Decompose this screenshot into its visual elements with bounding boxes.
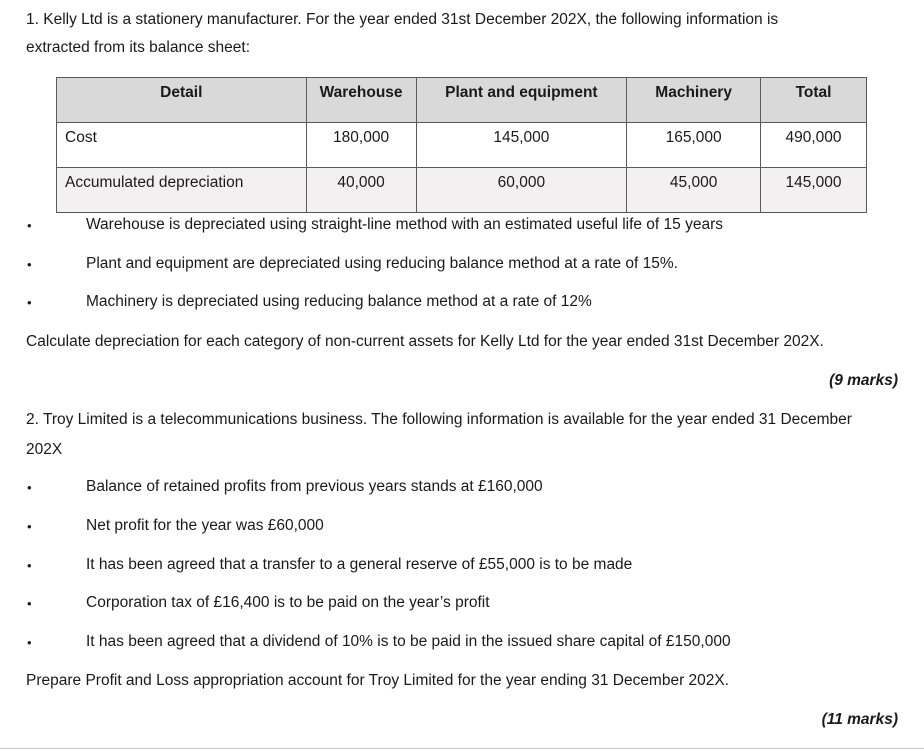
bullet-icon: • <box>27 295 32 310</box>
table-header-cell: Plant and equipment <box>416 78 627 123</box>
list-item <box>0 478 924 500</box>
bullet-icon: • <box>27 635 32 650</box>
bullet-icon: • <box>27 596 32 611</box>
q1-intro-line1: 1. Kelly Ltd is a stationery manufacturer. For the year ended 31st December 202X, the following information is <box>26 11 779 28</box>
list-item-text: Machinery is depreciated using reducing balance method at a rate of 12% <box>86 293 592 310</box>
table-cell-label: Accumulated depreciation <box>57 168 307 213</box>
list-item-text: It has been agreed that a dividend of 10% is to be paid in the issued share capital of £150,000 <box>86 633 731 650</box>
table-header-cell: Detail <box>57 78 307 123</box>
list-item-text: Net profit for the year was £60,000 <box>86 517 324 534</box>
bullet-icon: • <box>27 519 32 534</box>
list-item <box>0 255 924 277</box>
list-item <box>0 633 924 655</box>
table-header-cell: Warehouse <box>306 78 416 123</box>
bullet-icon: • <box>27 558 32 573</box>
bullet-icon: • <box>27 257 32 272</box>
q2-task: Prepare Profit and Loss appropriation account for Troy Limited for the year ending 31 December 202X. <box>26 672 730 689</box>
table-cell: 45,000 <box>627 168 761 213</box>
q1-task: Calculate depreciation for each category of non-current assets for Kelly Ltd for the year ended 31st December 202X. <box>26 333 824 350</box>
table-header-cell: Total <box>761 78 867 123</box>
table-header-cell: Machinery <box>627 78 761 123</box>
table-cell: 145,000 <box>416 123 627 168</box>
list-item <box>0 594 924 616</box>
list-item <box>0 556 924 578</box>
table-cell: 60,000 <box>416 168 627 213</box>
list-item <box>0 517 924 539</box>
q2-intro-line2: 202X <box>26 441 63 458</box>
table-cell: 180,000 <box>306 123 416 168</box>
balance-sheet-table <box>56 77 867 213</box>
table-header-row <box>57 78 867 123</box>
table-row <box>57 123 867 168</box>
table-cell: 490,000 <box>761 123 867 168</box>
list-item <box>0 293 924 315</box>
table-cell: 165,000 <box>627 123 761 168</box>
list-item <box>0 216 924 238</box>
table-row <box>57 168 867 213</box>
list-item-text: Warehouse is depreciated using straight-line method with an estimated useful life of 15 years <box>86 216 723 233</box>
list-item-text: Corporation tax of £16,400 is to be paid on the year’s profit <box>86 594 490 611</box>
q1-marks: (9 marks) <box>829 372 898 389</box>
q2-intro-line1: 2. Troy Limited is a telecommunications business. The following information is available for the year ended 31 December <box>26 411 852 428</box>
bullet-icon: • <box>27 480 32 495</box>
q1-intro-line2: extracted from its balance sheet: <box>26 39 251 56</box>
list-item-text: Plant and equipment are depreciated using reducing balance method at a rate of 15%. <box>86 255 678 272</box>
q2-marks: (11 marks) <box>821 711 898 728</box>
list-item-text: Balance of retained profits from previous years stands at £160,000 <box>86 478 543 495</box>
list-item-text: It has been agreed that a transfer to a general reserve of £55,000 is to be made <box>86 556 633 573</box>
table-cell-label: Cost <box>57 123 307 168</box>
bullet-icon: • <box>27 218 32 233</box>
table-cell: 40,000 <box>306 168 416 213</box>
page-divider <box>0 748 924 749</box>
table-cell: 145,000 <box>761 168 867 213</box>
